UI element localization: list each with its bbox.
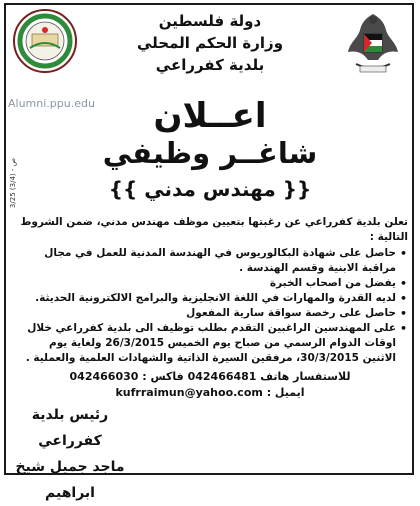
contact-info bbox=[0, 369, 420, 401]
vacancy-subtitle: شاغــر وظيفي bbox=[102, 136, 318, 170]
signatory-title: رئيس بلدية كفرراعي bbox=[31, 407, 109, 449]
signature-block bbox=[0, 402, 140, 506]
ministry-name: وزارة الحكم المحلي bbox=[136, 34, 284, 52]
intro-paragraph: تعلن بلدية كفرراعي عن رغبتها بتعيين موظف مهندس مدني، ضمن الشروط التالية : bbox=[20, 216, 408, 243]
signatory-name: ماجد جميل شيخ ابراهيم bbox=[15, 459, 125, 501]
side-reference-text: ص - (3/4) 3/25 bbox=[9, 157, 17, 209]
issuer-header bbox=[110, 10, 310, 76]
phone-fax-line: للاستفسار هاتف 042466481 فاكس : 042466030 bbox=[69, 370, 351, 383]
email-address[interactable]: kufrraimun@yahoo.com bbox=[115, 386, 263, 399]
municipality-seal-icon bbox=[10, 8, 80, 74]
announcement-body bbox=[14, 215, 408, 366]
condition-item: • حاصل على رخصة سواقة سارية المفعول bbox=[14, 306, 396, 321]
condition-item: • يفضل من اصحاب الخبرة bbox=[14, 276, 396, 291]
announcement-title: اعــلان bbox=[153, 96, 267, 136]
municipality-name: بلدية كفرراعي bbox=[155, 56, 265, 74]
condition-item: • حاصل على شهادة البكالوريوس في الهندسة المدنية للعمل في مجال مراقبة الابنية وقسم الهندسة . bbox=[14, 246, 396, 276]
condition-item: • لديه القدرة والمهارات في اللغة الانجليزية والبرامج الالكترونية الحديثة. bbox=[14, 291, 396, 306]
palestinian-emblem-icon bbox=[338, 8, 408, 80]
conditions-list bbox=[14, 246, 408, 366]
country-name: دولة فلسطين bbox=[158, 12, 262, 30]
source-watermark: Alumni.ppu.edu bbox=[8, 97, 95, 110]
email-label: ايميل : bbox=[266, 386, 305, 399]
position-title: {{ مهندس مدني }} bbox=[108, 177, 312, 201]
email-row bbox=[0, 385, 420, 401]
condition-item: • على المهندسين الراغبين التقدم بطلب توظيف الى بلدية كفرراعي خلال اوقات الدوام الرسمي من صباح يوم الخميس 26/3/2015 ولغاية يوم الاثنين 30/3/2015، مرفقين السيرة الذاتية والشهادات العلمية والعملية . bbox=[14, 321, 396, 366]
